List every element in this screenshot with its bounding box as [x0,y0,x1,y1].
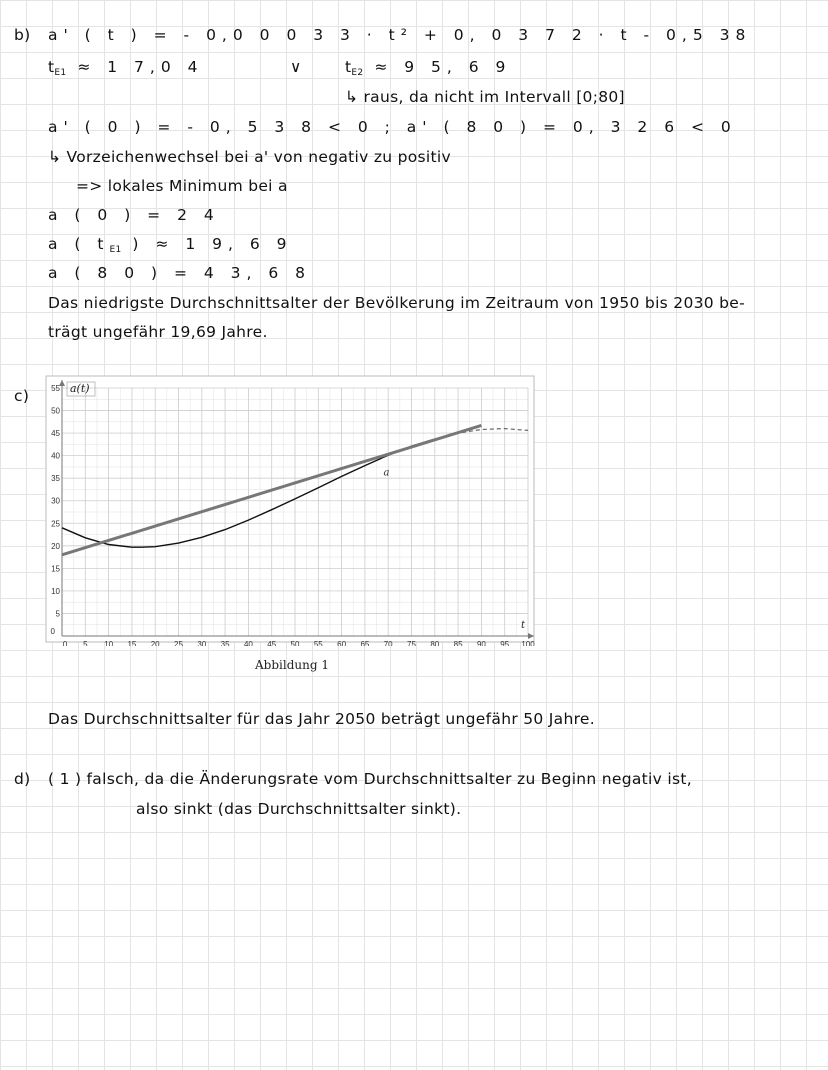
conclusion-line-1: Das niedrigste Durchschnittsalter der Bevölkerung im Zeitraum von 1950 bis 2030 be- [48,294,746,312]
x-tick-label: 50 [290,640,300,646]
x-tick-label: 25 [174,640,183,646]
conclusion-line-2: trägt ungefähr 19,69 Jahre. [48,323,268,341]
sign-change-note: ↳ Vorzeichenwechsel bei a' von negativ zu positiv [48,148,451,166]
x-tick-label: 20 [150,640,160,646]
x-tick-label: 65 [360,640,370,646]
y-tick-label: 15 [51,564,60,574]
x-tick-label: 5 [83,640,88,646]
x-tick-label: 45 [267,640,277,646]
y-tick-label: 0 [50,627,55,636]
value-atE1 [48,235,292,255]
solution-tE2 [345,58,511,78]
interval-note: ↳ raus, da nicht im Intervall [0;80] [345,88,625,106]
part-c-answer: Das Durchschnittsalter für das Jahr 2050 beträgt ungefähr 50 Jahre. [48,710,595,728]
x-tick-label: 90 [476,640,486,646]
y-tick-label: 45 [51,429,60,439]
value-a80: a ( 8 0 ) = 4 3, 6 8 [48,264,312,282]
x-tick-label: 35 [220,640,230,646]
atE1-prefix: a ( t [48,235,110,253]
y-tick-label: 35 [51,474,60,484]
x-tick-label: 55 [313,640,323,646]
curve-label: a [383,467,390,479]
x-tick-label: 70 [383,640,393,646]
tE1-symbol: t [48,58,55,76]
x-tick-label: 80 [430,640,440,646]
y-tick-label: 25 [51,519,60,529]
derivative-check: a' ( 0 ) = - 0, 5 3 8 < 0 ; a' ( 8 0 ) = 0, 3 2 6 < 0 [48,118,737,136]
local-minimum-note: => lokales Minimum bei a [76,177,288,195]
y-tick-label: 40 [51,451,60,461]
graph-figure [36,374,536,646]
x-tick-label: 60 [337,640,347,646]
part-c-label: c) [14,387,30,405]
derivative-equation: a' ( t ) = - 0,0 0 0 3 3 · t² + 0, 0 3 7 2 · t - 0,5 38 [48,26,752,44]
x-tick-label: 10 [104,640,114,646]
y-axis-label: a(t) [70,382,90,395]
x-tick-label: 85 [453,640,463,646]
tE2-subscript: E2 [351,68,364,78]
x-tick-label: 100 [521,640,535,646]
tE1-value: ≈ 1 7,0 4 [66,58,204,76]
or-symbol: ∨ [290,58,302,76]
value-a0: a ( 0 ) = 2 4 [48,206,220,224]
y-tick-label: 10 [51,586,60,596]
y-tick-label: 30 [51,496,60,506]
part-d-line-2: also sinkt (das Durchschnittsalter sinkt). [136,800,462,818]
x-tick-label: 0 [62,640,68,646]
y-tick-label: 55 [51,384,60,393]
atE1-value: ) ≈ 1 9, 6 9 [121,235,293,253]
tE1-subscript: E1 [54,68,67,78]
atE1-subscript: E1 [109,245,122,255]
y-tick-label: 20 [51,541,60,551]
x-tick-label: 75 [407,640,416,646]
part-d-label: d) [14,770,31,788]
tE2-value: ≈ 9 5, 6 9 [363,58,512,76]
y-tick-label: 5 [55,609,60,619]
x-axis-label: t [521,620,526,631]
function-graph [36,374,536,646]
x-tick-label: 40 [243,640,253,646]
x-tick-label: 15 [127,640,137,646]
tE2-symbol: t [345,58,352,76]
y-tick-label: 50 [51,406,60,416]
figure-caption: Abbildung 1 [255,658,329,672]
part-b-label: b) [14,26,31,44]
x-tick-label: 30 [197,640,207,646]
part-d-line-1: ( 1 ) falsch, da die Änderungsrate vom Durchschnittsalter zu Beginn negativ ist, [48,770,692,788]
solution-tE1 [48,58,203,78]
x-tick-label: 95 [500,640,510,646]
